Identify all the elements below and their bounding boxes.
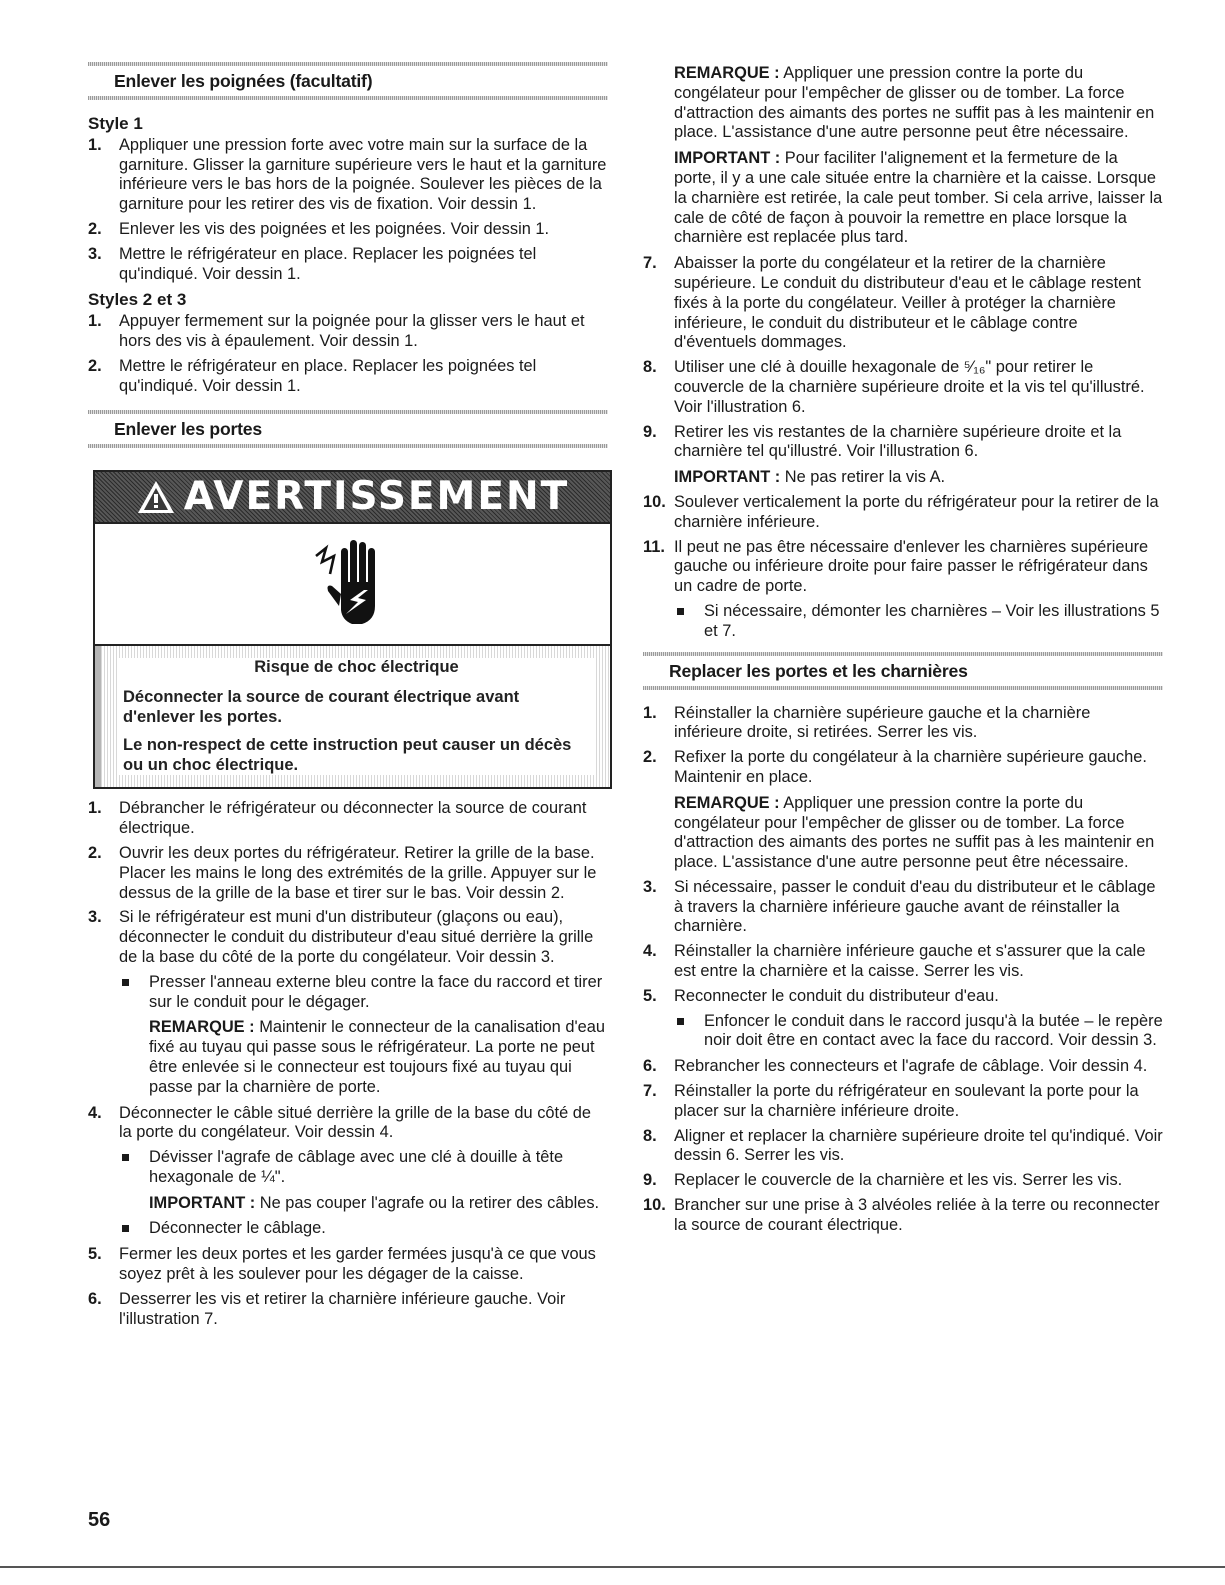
list-item (643, 748, 1163, 873)
square-bullet-icon (677, 608, 684, 615)
step-number: 8. (643, 358, 657, 377)
step-text: Si nécessaire, passer le conduit d'eau du distributeur et le câblage à travers la charnière inférieure gauche avant de réinstaller la charnière. (674, 877, 1156, 936)
page-bottom-rule (0, 1566, 1225, 1568)
list-item (643, 1171, 1163, 1191)
list-item (643, 423, 1163, 488)
note-label: IMPORTANT : (149, 1193, 256, 1212)
step-text: Si le réfrigérateur est muni d'un distributeur (glaçons ou eau), déconnecter le conduit du distributeur d'eau situé derrière la grille de la base du côté de la porte du congélateur. Voir dessin 3. (119, 908, 594, 966)
bullet-text: Presser l'anneau externe bleu contre la face du raccord et tirer sur le conduit pour le dégager. (149, 972, 603, 1011)
bullet-text: Enfoncer le conduit dans le raccord jusqu'à la butée – le repère noir doit être en contact avec la face du raccord. Voir dessin 3. (704, 1011, 1163, 1050)
bullet-list (119, 973, 608, 1098)
note (674, 468, 1163, 488)
bullet-item (674, 602, 1163, 642)
step-number: 2. (643, 748, 657, 767)
list-item (88, 908, 608, 1097)
page-number: 56 (88, 1509, 111, 1531)
note-label: REMARQUE : (674, 64, 780, 82)
warning-icon-area (95, 524, 610, 646)
section-title-replace-doors: Replacer les portes et les charnières (669, 660, 968, 681)
step-number: 7. (643, 254, 657, 273)
bullet-text: Déconnecter le câblage. (149, 1219, 326, 1238)
list-item (88, 1104, 608, 1240)
step-text: Reconnecter le conduit du distributeur d'eau. (674, 986, 999, 1005)
step-text: Appuyer fermement sur la poignée pour la glisser vers le haut et hors des vis à épaulement. Voir dessin 1. (119, 312, 585, 350)
step-text: Aligner et replacer la charnière supérieure droite tel qu'indiqué. Voir dessin 6. Serrer les vis. (674, 1126, 1163, 1165)
step-number: 6. (88, 1289, 102, 1308)
step-number: 9. (643, 422, 657, 441)
step-number: 6. (643, 1057, 657, 1076)
replace-doors-steps (643, 704, 1163, 1236)
warning-line-1: Déconnecter la source de courant électrique avant d'enlever les portes. (123, 688, 520, 726)
note-label: REMARQUE : (149, 1018, 255, 1037)
step-text: Abaisser la porte du congélateur et la retirer de la charnière supérieure. Le conduit du distributeur d'eau et le câblage restent fixés à la porte du congélateur. Veiller à protéger la charnière inférieure, le conduit du distributeur et le câblage contre d'éventuels dommages. (674, 254, 1141, 352)
style1-steps (88, 136, 608, 285)
list-item (88, 1290, 608, 1330)
right-column (643, 64, 1163, 1241)
step-number: 8. (643, 1126, 657, 1145)
list-item (643, 1196, 1163, 1236)
step-text: Rebrancher les connecteurs et l'agrafe de câblage. Voir dessin 4. (674, 1057, 1148, 1076)
list-item (88, 799, 608, 839)
list-item (88, 844, 608, 903)
square-bullet-icon (122, 1154, 129, 1161)
bullet-text: Si nécessaire, démonter les charnières – Voir les illustrations 5 et 7. (704, 601, 1160, 640)
step-text: Réinstaller la charnière supérieure gauche et la charnière inférieure droite, si retirées. Serrer les vis. (674, 703, 1091, 742)
note (149, 1194, 608, 1214)
list-item (643, 1082, 1163, 1122)
step-number: 3. (88, 908, 102, 927)
section-rule (88, 96, 608, 100)
step-number: 10. (643, 492, 666, 511)
note-text: Pour faciliter l'alignement et la fermeture de la porte, il y a une cale située entre la charnière et la caisse. Lorsque la charnière est retirée, la cale peut tomber. Si cela arrive, laisser la cale de côté de façon à pouvoir la remettre en place lorsque la charnière est replacée plus tard. (674, 149, 1163, 247)
square-bullet-icon (122, 979, 129, 986)
note-text: Appliquer une pression contre la porte du congélateur pour l'empêcher de glisser ou de tomber. La force d'attraction des aimants des portes ne suffit pas à les maintenir en place. L'assistance d'une autre personne peut être nécessaire. (674, 793, 1155, 872)
step-number: 1. (88, 312, 102, 331)
list-item (643, 1057, 1163, 1077)
step-text: Utiliser une clé à douille hexagonale de ⁵⁄₁₆" pour retirer le couvercle de la charnière supérieure droite et la vis tel qu'illustré. Voir l'illustration 6. (674, 358, 1145, 416)
note (674, 794, 1163, 873)
note (149, 1018, 608, 1097)
step-number: 2. (88, 219, 102, 238)
step-number: 1. (643, 703, 657, 722)
remove-doors-steps (88, 799, 608, 1329)
step-text: Desserrer les vis et retirer la charnière inférieure gauche. Voir l'illustration 7. (119, 1289, 566, 1328)
list-item (88, 136, 608, 215)
step-text: Replacer le couvercle de la charnière et les vis. Serrer les vis. (674, 1171, 1123, 1190)
list-item (643, 358, 1163, 417)
warning-text-area (95, 646, 610, 787)
list-item (643, 704, 1163, 744)
styles23-steps (88, 312, 608, 396)
step-number: 3. (88, 244, 102, 263)
step-text: Réinstaller la charnière inférieure gauche et s'assurer que la cale est entre la charnière et la caisse. Serrer les vis. (674, 942, 1146, 981)
note-text: Appliquer une pression contre la porte du congélateur pour l'empêcher de glisser ou de tomber. La force d'attraction des aimants des portes ne suffit pas à les maintenir en place. L'assistance d'une autre personne peut être nécessaire. (674, 64, 1155, 142)
list-item (88, 357, 608, 397)
bullet-text: Dévisser l'agrafe de câblage avec une clé à douille à tête hexagonale de ¼". (149, 1148, 564, 1186)
step-number: 2. (88, 843, 102, 862)
step-number: 3. (643, 877, 657, 896)
list-item (643, 493, 1163, 533)
step-number: 4. (643, 942, 657, 961)
step-text: Brancher sur une prise à 3 alvéoles reliée à la terre ou reconnecter la source de courant électrique. (674, 1196, 1160, 1234)
list-item (88, 1245, 608, 1285)
bullet-list (119, 1148, 608, 1239)
list-item (643, 878, 1163, 937)
step-text: Réinstaller la porte du réfrigérateur en soulevant la porte pour la placer sur la charnière inférieure droite. (674, 1082, 1139, 1120)
step-text: Mettre le réfrigérateur en place. Replacer les poignées tel qu'indiqué. Voir dessin 1. (119, 356, 537, 395)
note-label: IMPORTANT : (674, 149, 781, 168)
section-rule (643, 686, 1163, 690)
step-number: 10. (643, 1196, 666, 1215)
list-item (88, 312, 608, 352)
bullet-list (674, 602, 1163, 642)
electric-shock-hand-icon (308, 534, 398, 634)
bullet-item (119, 973, 608, 1098)
step-text: Refixer la porte du congélateur à la charnière supérieure gauche. Maintenir en place. (674, 748, 1147, 786)
step-text: Enlever les vis des poignées et les poignées. Voir dessin 1. (119, 219, 550, 238)
step-text: Retirer les vis restantes de la charnière supérieure droite et la charnière tel qu'illustré. Voir l'illustration 6. (674, 422, 1122, 461)
step-text: Débrancher le réfrigérateur ou déconnecter la source de courant électrique. (119, 799, 587, 838)
warning-header (95, 472, 610, 524)
remove-doors-steps-continued (643, 254, 1163, 641)
list-item (88, 220, 608, 240)
section-rule (88, 444, 608, 448)
square-bullet-icon (677, 1018, 684, 1025)
note-text: Maintenir le connecteur de la canalisation d'eau fixé au tuyau qui passe sous le réfrigérateur. La porte ne peut être enlevée si le connecteur est toujours fixé au tuyau qui passe par la charnière de porte. (149, 1018, 605, 1096)
warning-header-text: AVERTISSEMENT (183, 474, 570, 520)
step-number: 1. (88, 799, 102, 818)
step-number: 5. (88, 1245, 102, 1264)
step-number: 11. (643, 537, 665, 556)
warning-triangle-icon (136, 479, 176, 515)
subhead-styles-2-3: Styles 2 et 3 (88, 290, 187, 310)
step-text: Il peut ne pas être nécessaire d'enlever les charnières supérieure gauche ou inférieure droite pour faire passer le réfrigérateur dans un cadre de porte. (674, 537, 1149, 596)
step-text: Fermer les deux portes et les garder fermées jusqu'à ce que vous soyez prêt à les soulever pour les dégager de la caisse. (119, 1245, 596, 1284)
section-title-remove-handles: Enlever les poignées (facultatif) (114, 71, 373, 91)
step-text: Ouvrir les deux portes du réfrigérateur. Retirer la grille de la base. Placer les mains le long des extrémités de la grille. Appuyer sur le dessus de la grille de la base et tirer sur le bas. Voir dessin 2. (119, 843, 597, 902)
note (674, 64, 1163, 143)
left-column (88, 62, 608, 1334)
subhead-style-1: Style 1 (88, 114, 143, 133)
bullet-item (119, 1148, 608, 1213)
list-item (643, 987, 1163, 1051)
bullet-item (674, 1012, 1163, 1052)
step-text: Déconnecter le câble situé derrière la grille de la base du côté de la porte du congélateur. Voir dessin 4. (119, 1103, 591, 1142)
note-label: REMARQUE : (674, 793, 780, 812)
step-text: Mettre le réfrigérateur en place. Replacer les poignées tel qu'indiqué. Voir dessin 1. (119, 244, 537, 283)
step-number: 4. (88, 1103, 102, 1122)
list-item (643, 942, 1163, 982)
section-title-remove-doors: Enlever les portes (114, 419, 262, 440)
note-label: IMPORTANT : (674, 468, 781, 487)
warning-box (93, 470, 612, 789)
step-text: Appliquer une pression forte avec votre main sur la surface de la garniture. Glisser la garniture supérieure vers le haut et la garniture inférieure vers le bas hors de la poignée. Soulever les pièces de la garniture pour les retirer des vis de fixation. Voir dessin 1. (119, 135, 607, 214)
warning-line-2: Le non-respect de cette instruction peut causer un décès ou un choc électrique. (123, 735, 572, 774)
step-number: 7. (643, 1082, 657, 1101)
list-item (643, 254, 1163, 353)
list-item (643, 1127, 1163, 1167)
list-item (88, 245, 608, 285)
step-number: 9. (643, 1171, 657, 1190)
step-number: 1. (88, 135, 102, 154)
bullet-list (674, 1012, 1163, 1052)
step-number: 2. (88, 356, 102, 375)
warning-title: Risque de choc électrique (254, 658, 459, 677)
square-bullet-icon (122, 1225, 129, 1232)
note-text: Ne pas couper l'agrafe ou la retirer des câbles. (259, 1193, 600, 1212)
bullet-item (119, 1219, 608, 1239)
step-number: 5. (643, 986, 657, 1005)
note (674, 149, 1163, 248)
note-text: Ne pas retirer la vis A. (784, 468, 946, 487)
step-text: Soulever verticalement la porte du réfrigérateur pour la retirer de la charnière inférieure. (674, 492, 1159, 531)
list-item (643, 538, 1163, 642)
